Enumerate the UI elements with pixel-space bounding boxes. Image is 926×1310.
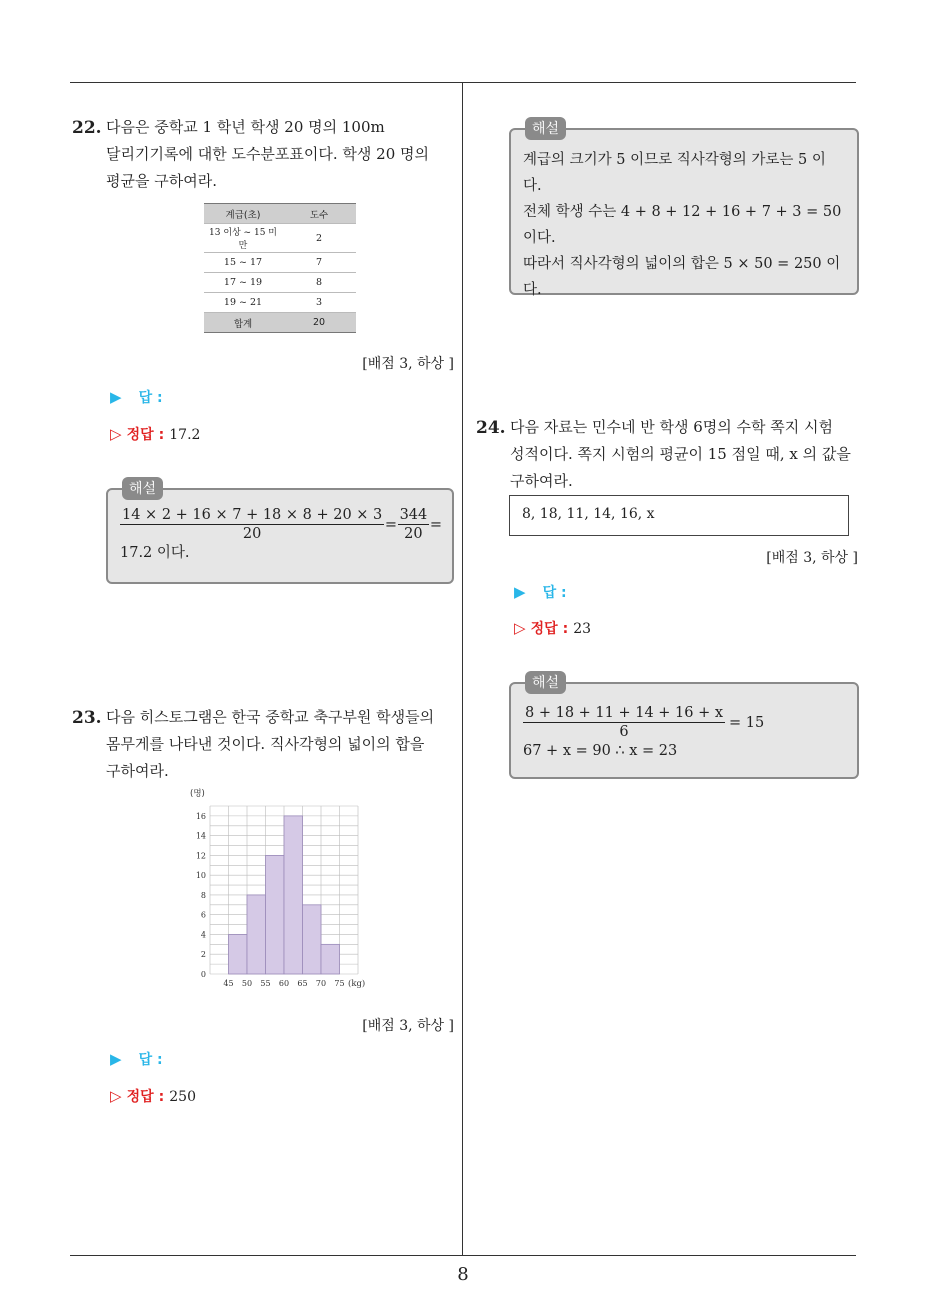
y-tick-label: 14 [195,831,206,841]
answer-triangle-icon: ▶ [110,388,122,406]
x-tick-label: 65 [297,979,308,988]
q24-correct-value: 23 [573,621,592,637]
x-tick-label: 50 [241,979,253,988]
q22-line-3: 평균을 구하여라. [106,172,217,190]
q23-explanation-box [509,121,859,298]
q23-answer-label: 답 : [138,1052,163,1068]
q23-number: 23. [72,708,102,728]
q22-correct-row [110,424,200,444]
q22-line-2: 달리기기록에 대한 도수분포표이다. 학생 20 명의 [106,145,430,163]
y-tick-label: 2 [200,950,206,960]
q22-frequency-table [204,203,356,333]
y-tick-label: 16 [195,811,206,821]
q22-fraction-1-num: 14 × 2 + 16 × 7 + 18 × 8 + 20 × 3 [122,507,383,523]
q22-answer-label: 답 : [138,390,163,406]
q24-explanation-box [509,675,859,779]
q24-line-2: 성적이다. 쪽지 시험의 평균이 15 점일 때, x 의 값을 [510,445,851,463]
y-tick-label: 8 [200,890,206,900]
q23-expl-line-1: 계급의 크기가 5 이므로 직사각형의 가로는 5 이 [523,152,826,168]
q22-correct-value: 17.2 [169,427,201,443]
correct-triangle-icon: ▷ [110,1087,122,1105]
q22-eq-1: = [384,516,397,533]
histogram-bar-55~60 [266,855,285,974]
q24-data-box [509,495,849,536]
q22-text [106,114,446,195]
q24-fraction-den: 6 [619,724,629,740]
q23-text [106,704,451,785]
table-header-class: 계급(초) [204,204,282,224]
x-tick-label: 55 [260,979,271,988]
q22-points: [배점 3, 하상 ] [362,356,454,372]
q22-fraction-2-den: 20 [404,526,423,542]
table-row-class-0: 13 이상 ~ 15 미만 [209,228,277,251]
answer-triangle-icon: ▶ [514,583,526,601]
q23-correct-row [110,1086,196,1106]
table-total-label: 합계 [204,313,282,333]
correct-triangle-icon: ▷ [514,619,526,637]
q23-explanation-body [523,147,853,303]
q22-fraction-2-num: 344 [399,507,428,523]
histogram-bar-45~50 [229,934,248,974]
q22-number: 22. [72,118,102,138]
q24-correct-label: 정답 : [530,621,569,637]
q22-answer-row [110,387,163,407]
q23-expl-line-2: 다. [523,178,542,194]
y-tick-label: 12 [195,851,206,861]
x-tick-label: 70 [315,979,327,988]
q24-fraction [523,704,725,741]
q23-correct-label: 정답 : [126,1089,165,1105]
histogram-bar-60~65 [284,816,303,974]
q22-explanation-box [106,481,454,584]
q24-expl-line-2: 67 + x = 90 ∴ x = 23 [523,743,678,759]
q24-points: [배점 3, 하상 ] [766,550,858,566]
top-rule [70,82,856,83]
q24-fraction-num: 8 + 18 + 11 + 14 + 16 + x [525,705,724,721]
q23-expl-line-3: 전체 학생 수는 4 + 8 + 12 + 16 + 7 + 3 = 50 이다. [523,204,842,246]
q24-expl-rhs: = 15 [729,714,765,731]
q22-explanation-body [120,506,450,563]
q24-number: 24. [476,418,506,438]
q22-fraction-1 [120,506,384,543]
q23-line-2: 몸무게를 나타낸 것이다. 직사각형의 넓이의 합을 [106,735,425,753]
y-tick-label: 6 [200,910,206,920]
q22-eq-2: = [429,516,442,533]
table-total-value: 20 [282,313,356,333]
q24-explanation-body [523,704,853,761]
q23-line-1: 다음 히스토그램은 한국 중학교 축구부원 학생들의 [106,708,435,726]
q24-line-1: 다음 자료는 민수네 반 학생 6명의 수학 쪽지 시험 [510,418,833,436]
table-row-freq: 8 [282,273,356,293]
q23-points: [배점 3, 하상 ] [362,1018,454,1034]
q24-explanation-tag: 해설 [525,671,566,694]
table-row-class: 17 ~ 19 [204,273,282,293]
bottom-rule [70,1255,856,1256]
y-tick-label: 4 [200,930,206,940]
x-tick-label: 75 [334,979,345,988]
table-row-freq: 2 [282,224,356,253]
histogram-bar-65~70 [303,905,322,974]
q22-explanation-tail: 17.2 이다. [120,545,190,561]
answer-triangle-icon: ▶ [110,1050,122,1068]
y-axis-unit: (명) [190,789,205,799]
q22-fraction-2 [398,506,430,543]
q23-correct-value: 250 [169,1089,196,1105]
q22-fraction-1-den: 20 [242,526,262,542]
q24-correct-row [514,618,591,638]
q23-answer-row [110,1049,163,1069]
x-tick-label: 60 [278,979,290,988]
table-row-class: 15 ~ 17 [204,253,282,273]
column-divider [462,83,463,1255]
y-tick-label: 0 [200,970,206,979]
page-number: 8 [457,1264,469,1285]
correct-triangle-icon: ▷ [110,425,122,443]
q24-data-values: 8, 18, 11, 14, 16, x [522,506,655,522]
q23-line-3: 구하여라. [106,762,169,780]
q23-expl-line-4: 따라서 직사각형의 넓이의 합은 5 × 50 = 250 이 [523,256,841,272]
q23-explanation-tag: 해설 [525,117,566,140]
q23-expl-line-5: 다. [523,282,542,298]
q22-correct-label: 정답 : [126,427,165,443]
q22-explanation-tag: 해설 [122,477,163,500]
q24-answer-label: 답 : [542,585,567,601]
q22-line-1: 다음은 중학교 1 학년 학생 20 명의 100m [106,118,385,136]
q24-line-3: 구하여라. [510,472,573,490]
table-header-freq: 도수 [282,204,356,224]
x-tick-label: 45 [223,979,234,988]
histogram-bar-50~55 [247,895,266,974]
q23-histogram [186,785,376,995]
q24-text [510,414,855,495]
table-row-freq: 7 [282,253,356,273]
q24-answer-row [514,582,567,602]
histogram-bar-70~75 [321,944,340,974]
table-row-class [204,224,282,253]
table-row-freq: 3 [282,293,356,313]
table-row-class: 19 ~ 21 [204,293,282,313]
x-axis-unit: (kg) [348,979,366,989]
y-tick-label: 10 [195,871,206,881]
